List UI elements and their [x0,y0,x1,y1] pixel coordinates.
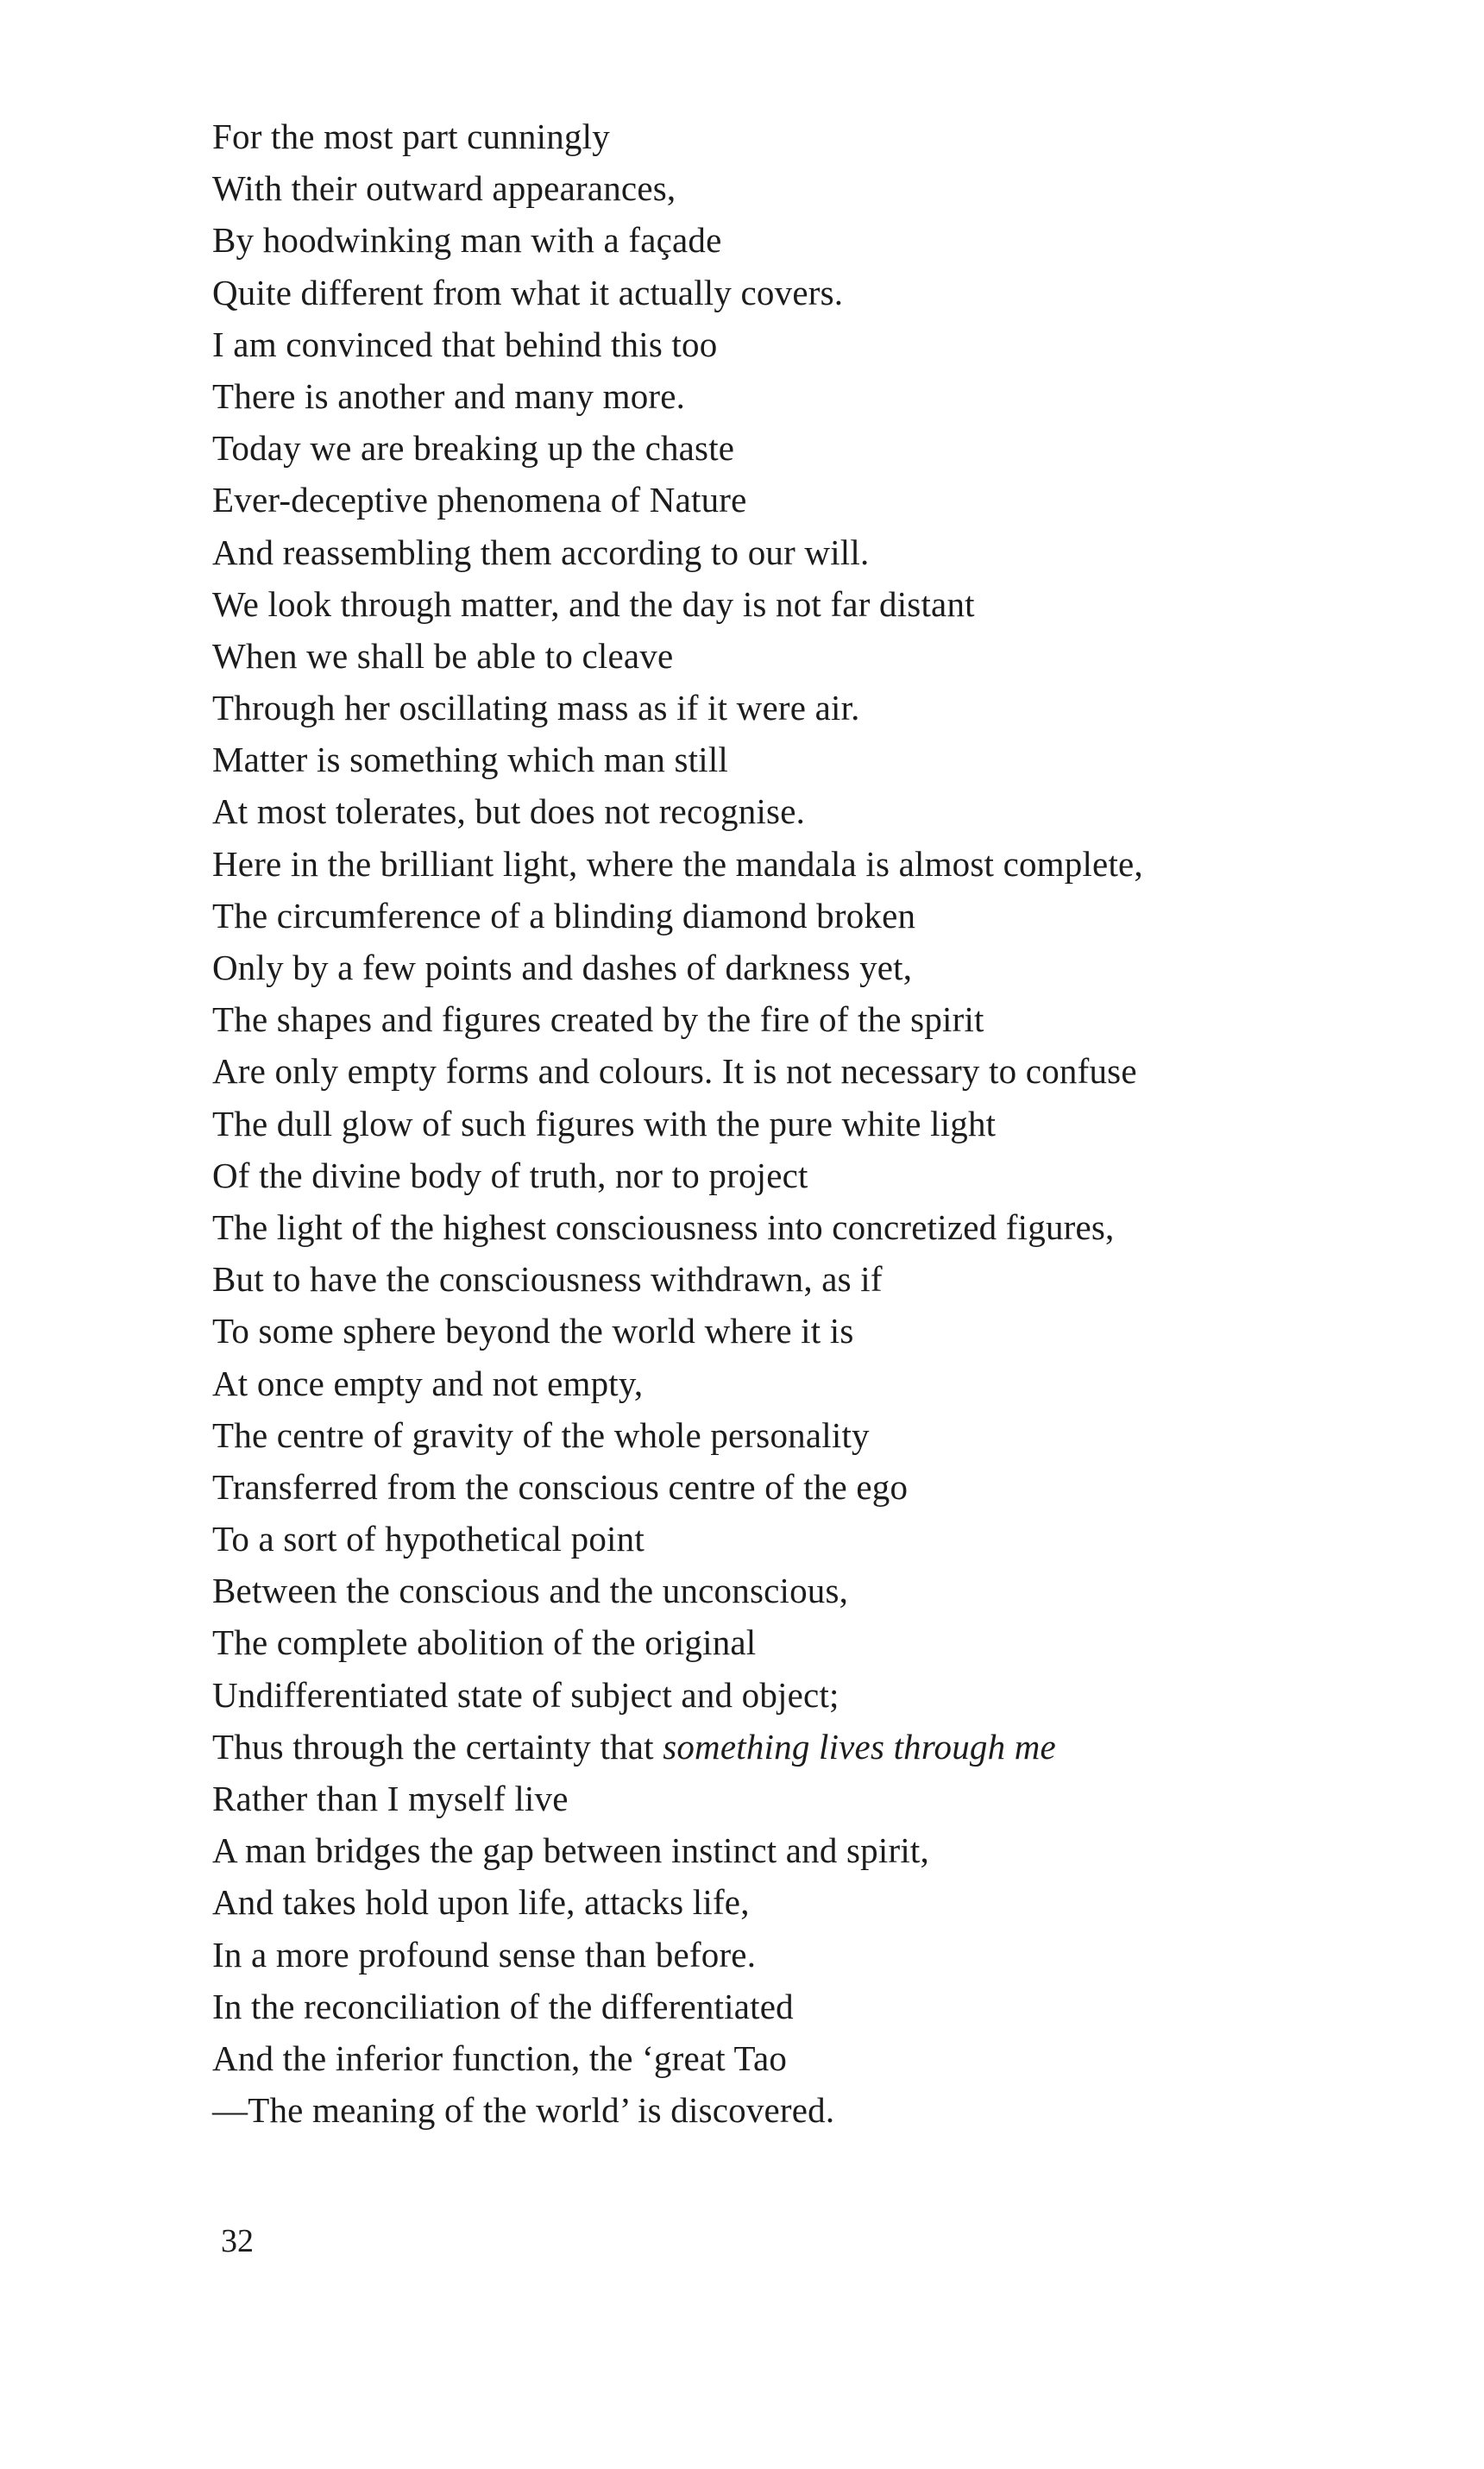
poem-line: With their outward appearances, [212,168,676,209]
poem-line: There is another and many more. [212,375,686,416]
poem-line: —The meaning of the world’ is discovered. [212,2090,835,2131]
poem-line: The dull glow of such figures with the pure white light [212,1103,997,1143]
poem-line: We look through matter, and the day is not far distant [212,583,975,624]
poem-line: Undifferentiated state of subject and object; [212,1674,839,1715]
poem-line-roman: Thus through the certainty that [212,1726,663,1767]
poem-line: Matter is something which man still [212,740,729,780]
poem-line: Ever-deceptive phenomena of Nature [212,480,747,520]
poem-line: In the reconciliation of the differentiated [212,1986,794,2026]
poem-line: A man bridges the gap between instinct and spirit, [212,1830,929,1871]
poem-line: Today we are breaking up the chaste [212,428,735,469]
poem-line: Of the divine body of truth, nor to project [212,1155,808,1195]
poem-line: The light of the highest consciousness into concretized figures, [212,1206,1115,1247]
poem-line: At once empty and not empty, [212,1363,644,1403]
poem-line: The centre of gravity of the whole personality [212,1414,870,1455]
poem-line: When we shall be able to cleave [212,635,674,676]
poem-line: And the inferior function, the ‘great Tao [212,2038,788,2078]
poem-line: For the most part cunningly [212,117,610,156]
poem-line: Only by a few points and dashes of darkness yet, [212,948,913,987]
poem-line: By hoodwinking man with a façade [212,220,722,261]
poem-line: And takes hold upon life, attacks life, [212,1882,750,1923]
poem-line: At most tolerates, but does not recognise. [212,791,806,832]
poem-line: Are only empty forms and colours. It is not necessary to confuse [212,1051,1137,1092]
poem-line: In a more profound sense than before. [212,1934,757,1975]
poem-line: To a sort of hypothetical point [212,1519,645,1559]
page-number: 32 [221,2223,254,2259]
poem-line: The complete abolition of the original [212,1622,757,1663]
poem-line: Transferred from the conscious centre of the ego [212,1466,909,1507]
poem-line: Here in the brilliant light, where the mandala is almost complete, [212,843,1143,884]
poem-line [212,1721,1437,1773]
poem-line: Through her oscillating mass as if it were air. [212,688,860,728]
poem-line: And reassembling them according to our will. [212,532,870,572]
poem-line: I am convinced that behind this too [212,324,718,364]
poem-line-italic: Rather than I myself live [212,1779,569,1818]
poem-line: Quite different from what it actually covers. [212,272,844,312]
poem-line: The circumference of a blinding diamond broken [212,895,916,935]
poem-line: Between the conscious and the unconscious, [212,1571,849,1611]
poem-line: To some sphere beyond the world where it is [212,1311,854,1351]
poem-line: The shapes and figures created by the fire of the spirit [212,999,984,1040]
poem-line: But to have the consciousness withdrawn, as if [212,1259,883,1300]
poem-text [212,110,1437,2136]
poem-line-italic: something lives through me [663,1726,1056,1767]
